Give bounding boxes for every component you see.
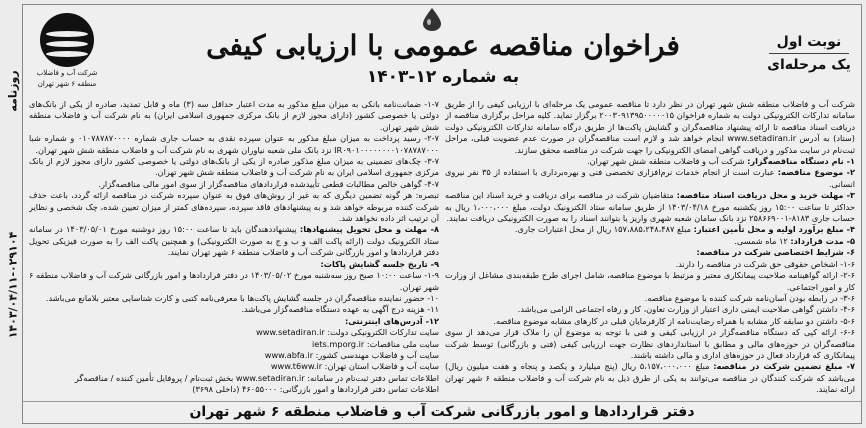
clause-item [29,304,439,315]
logo-caption-2: منطقه ۶ شهر تهران [37,80,97,88]
clause-text: ۱۲ ماه شمسی. [734,235,788,246]
clause-text: مبلغ ۱۵۷،۸۸۵،۲۴۸،۴۸۷ ریال از محل اعتبارات جاری. [514,224,691,235]
clause-item [29,259,439,270]
clause-text: سایت آب و فاضلاب استان تهران: www.t6ww.ir [270,361,439,372]
clause-item [29,133,439,156]
clause-text: ۱۰- حضور نماینده مناقصه‌گران در جلسه گشایش پاکت‌ها با معرفی‌نامه کتبی و کارت شناسایی معتبر بلامانع می‌باشد. [45,292,439,303]
clause-item [29,270,439,293]
clause-text: ۲-۷- رسید پرداخت به میزان مبلغ مذکور به عنوان سپرده نقدی به حساب جاری شماره ۰۱۰۷۸۷۸۷۰۰۰۰ و شماره شبا IR۰۹۰۱۰۰۰۰۰۰۰۰۱۰۷۸۷۸۷۰۰۰ نزد بانک ملی شعبه نیاوران شهری به نام شرکت آب و فاضلاب منطقه شش شهر تهران. [29,133,439,155]
left-column [29,99,439,397]
clause-text: تبصره: هر گونه تضمین دیگری که به غیر از روش‌های فوق به عنوان سپرده شرکت در مناقصه ارائه گردد، باعث حذف شرکت کننده مربوطه خواهد شد و به پیشنهادهای فاقد سپرده، سپرده‌های کمتر از میزان تعیین شده، چک شخصی و نظایر آن ترتیب اثر داده نخواهد شد. [29,190,439,224]
clause-text: مبلغ ۵،۱۵۷،۰۰۰،۰۰۰ ریال (پنج میلیارد و یکصد و پنجاه و هفت میلیون ریال) می‌باشد که شرکت کنندگان در مناقصه می‌توانند به یکی از طرق ذیل به نام شرکت آب و فاضلاب منطقه ۶ شهر تهران ارائه نمایند. [445,361,855,395]
clause-item [29,224,439,258]
clause-label: ۱- نام دستگاه مناقصه‌گزار: [747,156,855,167]
clause-text: سایت تدارکات الکترونیکی دولت: www.setadiran.ir [256,327,439,338]
clause-text: ۱-۷- ضمانت‌نامه بانکی به میزان مبلغ مذکور به مدت اعتبار حداقل سه (۳) ماه و قابل تمدید، صادره از یکی از بانک‌های دولتی یا خصوصی کشور (دارای مجوز لازم از بانک مرکزی جمهوری اسلامی ایران) به نام شرکت آب و فاضلاب منطقه شش شهر تهران. [29,99,439,132]
clause-text: ۳-۷- چک‌های تضمینی به میزان مبلغ مذکور صادره از یکی از بانک‌های دولتی یا خصوصی کشور دارای مجوز لازم از بانک مرکزی جمهوری اسلامی ایران به نام شرکت آب و فاضلاب منطقه شش شهر تهران. [29,156,439,178]
newspaper-label [4,36,22,146]
water-drop-icon [421,7,443,31]
clause-label: ۹- تاریخ جلسه گشایش پاکات: [320,258,439,269]
publication-stage [763,31,855,76]
clause-item [29,316,439,327]
right-column [445,99,855,397]
intro-paragraph: شرکت آب و فاضلاب منطقه شش شهر تهران در نظر دارد تا مناقصه عمومی یک مرحله‌ای با ارزیابی کیفی را از طریق سامانه تدارکات الکترونیکی دولت به شماره فراخوان ۲۰۰۳۰۹۱۳۹۵۰۰۰۰۰۱۵ برگزار نماید. کلیه مراحل برگزاری مناقصه از دریافت اسناد مناقصه تا ارائه پیشنهاد مناقصه‌گران و گشایش پاکت‌ها از طریق درگاه سامانه تدارکات الکترونیکی دولت (ستاد) به آدرس www.setadiran.ir انجام خواهد شد و لازم است مناقصه‌گران در صورت عدم عضویت قبلی، مراحل ثبت‌نام در سایت مذکور و دریافت گواهی امضای الکترونیکی را جهت شرکت در مناقصه محقق سازند. [445,99,855,155]
clause-label: ۱۲- آدرس‌های اینترنتی: [344,315,439,326]
clause-text: ۳-۶- در رابطه بودن آسان‌نامه شرکت کننده با موضوع مناقصه. [644,292,855,303]
clause-text: عبارت است از انجام خدمات نرم‌افزاری تخصصی فنی و بهره‌برداری با استفاده از ۳۵ نفر نیروی انسانی. [445,167,855,189]
left-items [29,99,439,396]
clause-label: ۶- شرایط اختصاصی شرکت در مناقصه: [696,247,855,258]
clause-label: ۴- مبلغ برآورد اولیه و محل تأمین اعتبار: [693,224,855,235]
clause-text: سایت ملی مناقصات: iets.mporg.ir [312,338,439,349]
clause-item [29,179,439,190]
tender-notice [22,4,862,424]
clause-text: ۱-۶- اشخاص حقوقی حق شرکت در مناقصه را دارند. [675,258,855,269]
clause-text: سایت آب و فاضلاب مهندسی کشور: www.abfa.ir [264,349,439,360]
notice-footer: دفتر قراردادها و امور بازرگانی شرکت آب و فاضلاب منطقه ۶ شهر تهران [23,401,861,423]
clause-item [29,190,439,224]
clause-text: شرکت آب و فاضلاب منطقه شش شهر تهران. [587,156,745,167]
clause-text: پیشنهاددهندگان باید تا ساعت ۱۵:۰۰ روز دوشنبه مورخ ۱۴۰۳/۰۵/۰۱ در سامانه ستاد الکترونیک دولت (ارائه پاکت الف و ب و ج به صورت الکترونیکی) و همچنین پاکت الف را به صورت فیزیکی تحویل دفتر قراردادها و امور بازرگانی شرکت آب و فاضلاب منطقه ۶ شهر تهران نمایند. [29,224,439,258]
clause-text: ۱۱- هزینه درج آگهی به عهده دستگاه مناقصه‌گزار می‌باشد. [241,304,439,315]
clause-item [445,304,855,315]
clause-item [445,316,855,327]
clause-text: اطلاعات تماس دفتر قراردادها و امور بازرگانی: ۴۶۰۵۵۰۰۰ (داخلی ۳۶۹۸) [192,384,439,395]
notice-title: فراخوان مناقصه عمومی با ارزیابی کیفی [206,29,680,62]
clause-text: ۱-۹- ساعت ۱۰:۰۰ صبح روز سه‌شنبه مورخ ۱۴۰۳/۰۵/۰۲ در دفتر قراردادها و امور بازرگانی شرکت آب و فاضلاب منطقه ۶ شهر تهران. [29,270,439,292]
clause-text: ۵-۶- داشتن دو سابقه کار مشابه با همراه رضایت‌نامه از کارفرمایان قبلی در کارهای مشابه موضوع مناقصه. [493,315,855,326]
clause-item [29,350,439,361]
clause-item [445,167,855,190]
clause-label: ۷- مبلغ تضمین شرکت در مناقصه: [713,361,855,372]
clause-item [445,224,855,235]
notice-body [29,99,855,397]
clause-label: ۵- مدت قرارداد: [790,235,855,246]
side-code [4,150,22,420]
clause-item [29,361,439,372]
right-items [445,156,855,396]
clause-item [445,190,855,224]
clause-text: ۴-۶- داشتن گواهی صلاحیت ایمنی داری اعتبار از وزارت تعاون، کار و رفاه اجتماعی الزامی می‌باشد. [517,304,855,315]
clause-item [29,293,439,304]
clause-label: ۳- مهلت خرید و محل دریافت اسناد مناقصه: [676,190,855,201]
clause-item [29,99,439,133]
newspaper-name: روزنامه [6,70,20,112]
clause-item [29,339,439,350]
notice-header [23,5,861,95]
clause-text: ۶-۶- ارائه کپی که دستگاه مناقصه‌گزار در ارزیابی کیفی و فنی با توجه به موضوع آن را ملاک قرار می‌دهد از سوی مناقصه‌گران در حوزه‌های مالی و مطابق با استانداردهای نظارت جهت ارزیابی کیفی (فنی و بازرگانی) توسط شرکت پیمانکاری که قرارداد فعال در حوزه‌های اداری و مالی داشته باشند. [445,327,855,360]
clause-text: متقاضیان شرکت در مناقصه برای دریافت و خرید اسناد این مناقصه حداکثر تا ساعت ۱۵:۰۰ روز یکشنبه مورخ ۱۴۰۳/۰۴/۱۸ از طریق سامانه ستاد الکترونیک دولت، مبلغ ۱،۰۰۰،۰۰۰ ریال به حساب جاری ۸۱۸۳-۲۵۸۶۶۹۰۰۱ نزد بانک سامان شعبه شهری واریز یا بتوانند اسناد را به صورت الکترونیکی دریافت نمایند. [445,190,855,224]
side-code-text: ۱۴۰۳/۰۴/۱۱-۰۲۹۱۰۴ [6,231,20,339]
clause-item [445,327,855,361]
clause-item [445,259,855,270]
clause-text: ۴-۷- گواهی خالص مطالبات قطعی تأییدشده قراردادهای مناقصه‌گزار از سوی امور مالی مناقصه‌گزار. [98,178,439,189]
clause-item [445,270,855,293]
clause-item [445,156,855,167]
publication-round: نوبت اول [776,34,842,50]
clause-item [445,361,855,395]
clause-label: ۲- موضوع مناقصه: [777,167,855,178]
clause-item [29,156,439,179]
tender-type: یک مرحله‌ای [767,57,851,73]
logo-caption-1: شرکت آب و فاضلاب [36,69,98,77]
clause-label: ۸- مهلت و محل تحویل پیشنهادها: [299,224,439,235]
clause-item [29,327,439,338]
clause-item [445,236,855,247]
clause-item [445,293,855,304]
company-logo [27,13,107,93]
clause-text: ۲-۶- ارائه گواهینامه صلاحیت پیمانکاری معتبر و مرتبط با موضوع مناقصه، شامل اجرای طرح طبقه‌بندی مشاغل از وزارت کار و امور اجتماعی. [445,270,855,292]
clause-text: اطلاعات تماس دفتر ثبت‌نام در سامانه: www.setadiran.ir بخش ثبت‌نام / پروفایل تأمین کننده / مناقصه‌گر [74,372,439,383]
water-drop-logo-icon [40,13,94,67]
clause-item [29,384,439,395]
clause-item [29,373,439,384]
clause-item [445,247,855,258]
tender-number: به شماره ۱۲-۱۴۰۳ [366,67,520,87]
